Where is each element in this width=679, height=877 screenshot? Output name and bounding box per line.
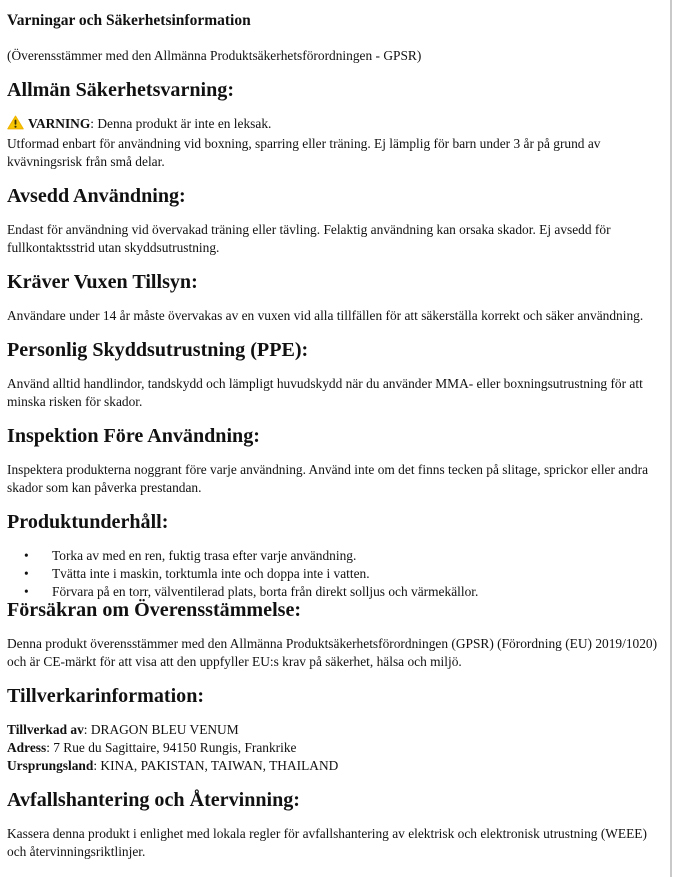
conformity-text: Denna produkt överensstämmer med den Allmänna Produktsäkerhetsförordningen (GPSR) (Förordning (EU) 2019/1020) och är CE-märkt för att visa att den uppfyller EU:s krav på säkerhet, hälsa och miljö.: [7, 636, 658, 669]
warning-label: VARNING: [28, 116, 91, 131]
list-item: [7, 583, 661, 601]
bullet-marker: •: [24, 566, 29, 581]
manufacturer-origin-line: [7, 757, 661, 775]
section-heading-manufacturer: Tillverkarinformation:: [7, 685, 205, 707]
warning-line: [7, 115, 661, 135]
manufacturer-info-block: [7, 721, 661, 775]
list-item-text: Torka av med en ren, fuktig trasa efter varje användning.: [52, 548, 357, 563]
page-right-edge-divider: [670, 0, 672, 877]
manufacturer-origin-label: Ursprungsland: [7, 758, 94, 773]
section-heading-ppe: Personlig Skyddsutrustning (PPE):: [7, 339, 309, 361]
warning-text: Denna produkt är inte en leksak.: [97, 116, 272, 131]
label-separator: :: [93, 758, 101, 773]
section-heading-adult-supervision: Kräver Vuxen Tillsyn:: [7, 271, 198, 293]
ppe-text: Använd alltid handlindor, tandskydd och lämpligt huvudskydd när du använder MMA- eller boxningsutrustning för att minska risken för skador.: [7, 376, 643, 409]
list-item-text: Tvätta inte i maskin, torktumla inte och doppa inte i vatten.: [52, 566, 370, 581]
manufacturer-name-line: [7, 721, 661, 739]
intended-use-text: Endast för användning vid övervakad träning eller tävling. Felaktig användning kan orsaka skador. Ej avsedd för fullkontaktsstrid utan skyddsutrustning.: [7, 222, 611, 255]
section-heading-general-warning: Allmän Säkerhetsvarning:: [7, 79, 235, 101]
warning-body-text: Utformad enbart för användning vid boxning, sparring eller träning. Ej lämplig för barn under 3 år på grund av kvävningsrisk från små delar.: [7, 136, 601, 169]
page-title: Varningar och Säkerhetsinformation: [7, 12, 251, 29]
section-heading-maintenance: Produktunderhåll:: [7, 511, 169, 533]
list-item: [7, 565, 661, 583]
section-heading-disposal: Avfallshantering och Återvinning:: [7, 789, 300, 811]
adult-supervision-text: Användare under 14 år måste övervakas av en vuxen vid alla tillfällen för att säkerställa korrekt och säker användning.: [7, 308, 644, 323]
manufacturer-address-label: Adress: [7, 740, 47, 755]
general-warning-block: [7, 115, 661, 171]
manufacturer-address-value: 7 Rue du Sagittaire, 94150 Rungis, Frankrike: [53, 740, 297, 755]
manufacturer-name-label: Tillverkad av: [7, 722, 84, 737]
manufacturer-name-value: DRAGON BLEU VENUM: [90, 722, 239, 737]
list-item-text: Förvara på en torr, välventilerad plats, borta från direkt solljus och värmekällor.: [52, 584, 479, 599]
bullet-marker: •: [24, 584, 29, 599]
label-separator: :: [83, 722, 91, 737]
label-separator: :: [90, 116, 98, 131]
bullet-marker: •: [24, 548, 29, 563]
warning-triangle-icon: [7, 115, 24, 135]
manufacturer-address-line: [7, 739, 661, 757]
section-heading-conformity: Försäkran om Överensstämmelse:: [7, 599, 302, 621]
section-heading-intended-use: Avsedd Användning:: [7, 185, 186, 207]
gpsr-compliance-subtitle: (Överensstämmer med den Allmänna Produktsäkerhetsförordningen - GPSR): [7, 48, 422, 63]
disposal-text: Kassera denna produkt i enlighet med lokala regler för avfallshantering av elektrisk och elektronisk utrustning (WEEE) och återvinningsriktlinjer.: [7, 826, 647, 859]
label-separator: :: [46, 740, 54, 755]
manufacturer-origin-value: KINA, PAKISTAN, TAIWAN, THAILAND: [100, 758, 339, 773]
section-heading-inspection: Inspektion Före Användning:: [7, 425, 260, 447]
maintenance-list: [7, 547, 661, 601]
inspection-text: Inspektera produkterna noggrant före varje användning. Använd inte om det finns tecken på slitage, sprickor eller andra skador som kan påverka prestandan.: [7, 462, 649, 495]
list-item: [7, 547, 661, 565]
